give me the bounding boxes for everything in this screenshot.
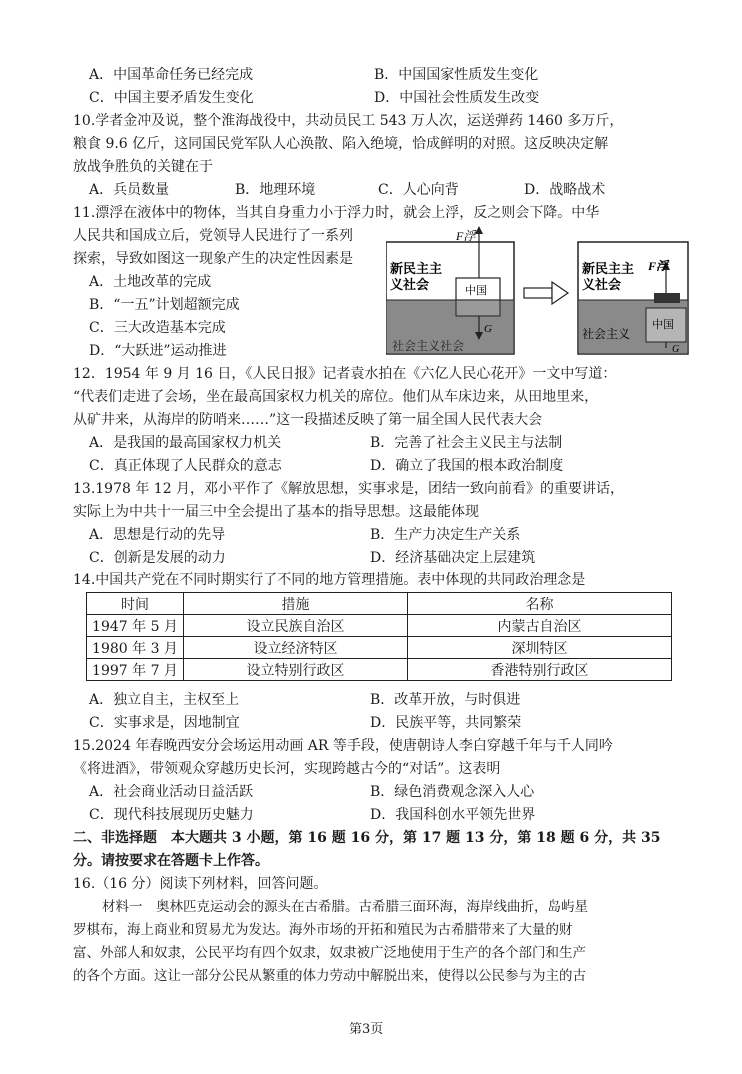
table-header-cell: 时间: [87, 593, 184, 615]
table-cell: 1997 年 7 月: [87, 659, 184, 681]
right-label-2: 义社会: [582, 278, 622, 293]
q12-stem-line-1: 12．1954 年 9 月 16 日，《人民日报》记者袁水拍在《六亿人民心花开》一文中写道：: [73, 366, 617, 382]
q13-option-b: B．生产力决定生产关系: [370, 527, 521, 543]
q16-material-line-2: 罗棋布，海上商业和贸易尤为发达。海外市场的开拓和殖民为古希腊带来了大量的财: [73, 922, 573, 938]
table-cell: 设立经济特区: [184, 637, 408, 659]
q11-option-c: C．三大改造基本完成: [89, 320, 226, 336]
left-label-1: 新民主主: [390, 262, 443, 277]
table-cell: 深圳特区: [408, 637, 672, 659]
table-cell: 1980 年 3 月: [87, 637, 184, 659]
q12-option-d: D．确立了我国的根本政治制度: [370, 458, 564, 474]
table-cell: 香港特别行政区: [408, 659, 672, 681]
q16-material-line-3: 富、外部人和奴隶，公民平均有四个奴隶，奴隶被广泛地使用于生产的各个部门和生产: [73, 945, 586, 961]
q10-stem-line-1: 10.学者金冲及说，整个淮海战役中，共动员民工 543 万人次，运送弹药 1460 多万斤，: [73, 113, 624, 129]
q14-stem-line-1: 14.中国共产党在不同时期实行了不同的地方管理措施。表中体现的共同政治理念是: [73, 572, 586, 588]
q15-stem-line-2: 《将进酒》，带领观众穿越历史长河，实现跨越古今的“对话”。这表明: [73, 761, 501, 777]
q16-material-line-1: 材料一 奥林匹克运动会的源头在古希腊。古希腊三面环海，海岸线曲折，岛屿星: [102, 899, 588, 915]
right-float-label: 中国: [652, 318, 674, 331]
q11-stem-line-3: 探索，导致如图这一现象产生的决定性因素是: [73, 251, 353, 267]
table-cell: 1947 年 5 月: [87, 615, 184, 637]
table-row: [87, 637, 672, 659]
q15-option-d: D．我国科创水平领先世界: [370, 807, 536, 823]
right-force-label: F浮: [648, 259, 669, 273]
q10-stem-line-3: 放战争胜负的关键在于: [73, 159, 213, 175]
q10-option-b: B．地理环境: [235, 182, 316, 198]
q14-table: [86, 592, 672, 681]
q15-option-a: A．社会商业活动日益活跃: [89, 784, 254, 800]
q12-option-a: A．是我国的最高国家权力机关: [89, 435, 282, 451]
q11-stem-line-1: 11.漂浮在液体中的物体，当其自身重力小于浮力时，就会上浮，反之则会下降。中华: [73, 205, 600, 221]
table-header-cell: 措施: [184, 593, 408, 615]
left-force-bottom-label: G: [484, 323, 492, 335]
q12-option-c: C．真正体现了人民群众的意志: [89, 458, 282, 474]
q15-option-c: C．现代科技展现历史魅力: [89, 807, 254, 823]
q12-option-b: B．完善了社会主义民主与法制: [370, 435, 563, 451]
q16-material-line-4: 的各个方面。这让一部分公民从繁重的体力劳动中解脱出来，使得以公民参与为主的古: [73, 968, 586, 984]
q10-option-d: D．战略战术: [524, 182, 606, 198]
section-2-heading-line-1: 二、非选择题 本大题共 3 小题，第 16 题 16 分，第 17 题 13 分，第 18 题 6 分，共 35: [73, 830, 661, 846]
left-label-2: 义社会: [390, 278, 430, 293]
table-row: [87, 615, 672, 637]
section-2-heading-line-2: 分。请按要求在答题卡上作答。: [73, 853, 269, 869]
q11-option-a: A．土地改革的完成: [89, 274, 212, 290]
q12-stem-line-3: 从矿井来，从海岸的防哨来……”这一段描述反映了第一届全国人民代表大会: [73, 412, 543, 428]
q11-option-b: B．“一五”计划超额完成: [89, 297, 240, 313]
transition-arrow: [524, 282, 568, 304]
q13-stem-line-1: 13.1978 年 12 月，邓小平作了《解放思想，实事求是，团结一致向前看》的重要讲话，: [73, 481, 625, 497]
q11-buoyancy-figure: [386, 218, 692, 358]
right-surface-block: [654, 293, 680, 303]
q14-option-d: D．民族平等，共同繁荣: [370, 715, 522, 731]
left-bottom-label: 社会主义社会: [392, 339, 465, 353]
q13-option-c: C．创新是发展的动力: [89, 550, 226, 566]
q15-stem-line-1: 15.2024 年春晚西安分会场运用动画 AR 等手段，使唐朝诗人李白穿越千年与千人同吟: [73, 738, 613, 754]
q10-stem-line-2: 粮食 9.6 亿斤，这同国民党军队人心涣散、陷入绝境，恰成鲜明的对照。这反映决定解: [73, 136, 609, 152]
q12-stem-line-2: “代表们走进了会场，坐在最高国家权力机关的席位。他们从车床边来，从田地里来，: [73, 389, 599, 405]
q13-option-d: D．经济基础决定上层建筑: [370, 550, 536, 566]
q14-option-c: C．实事求是，因地制宜: [89, 715, 240, 731]
table-cell: 内蒙古自治区: [408, 615, 672, 637]
q9-option-b: B．中国国家性质发生变化: [374, 67, 539, 83]
q14-option-a: A．独立自主，主权至上: [89, 692, 240, 708]
q9-option-c: C．中国主要矛盾发生变化: [89, 90, 254, 106]
left-float-label: 中国: [465, 284, 487, 297]
table-header-cell: 名称: [408, 593, 672, 615]
q10-option-c: C．人心向背: [378, 182, 459, 198]
q13-option-a: A．思想是行动的先导: [89, 527, 226, 543]
q11-option-d: D．“大跃进”运动推进: [89, 343, 227, 359]
q13-stem-line-2: 实际上为中共十一届三中全会提出了基本的指导思想。这最能体现: [73, 504, 479, 520]
q16-stem: 16.（16 分）阅读下列材料，回答问题。: [73, 876, 328, 892]
table-cell: 设立特别行政区: [184, 659, 408, 681]
right-label-1: 新民主主: [582, 262, 635, 277]
page-number: 第3页: [349, 1022, 384, 1037]
left-force-top-label: F浮: [456, 229, 476, 243]
q10-option-a: A．兵员数量: [89, 182, 170, 198]
table-cell: 设立民族自治区: [184, 615, 408, 637]
q11-stem-line-2: 人民共和国成立后，党领导人民进行了一系列: [73, 228, 353, 244]
table-row: [87, 659, 672, 681]
q14-option-b: B．改革开放，与时俱进: [370, 692, 521, 708]
table-header-row: [87, 593, 672, 615]
q9-option-d: D．中国社会性质发生改变: [374, 90, 540, 106]
right-force-bottom-label: G: [672, 344, 680, 355]
right-bottom-label: 社会主义: [582, 327, 631, 341]
q9-option-a: A．中国革命任务已经完成: [89, 67, 254, 83]
q15-option-b: B．绿色消费观念深入人心: [370, 784, 535, 800]
